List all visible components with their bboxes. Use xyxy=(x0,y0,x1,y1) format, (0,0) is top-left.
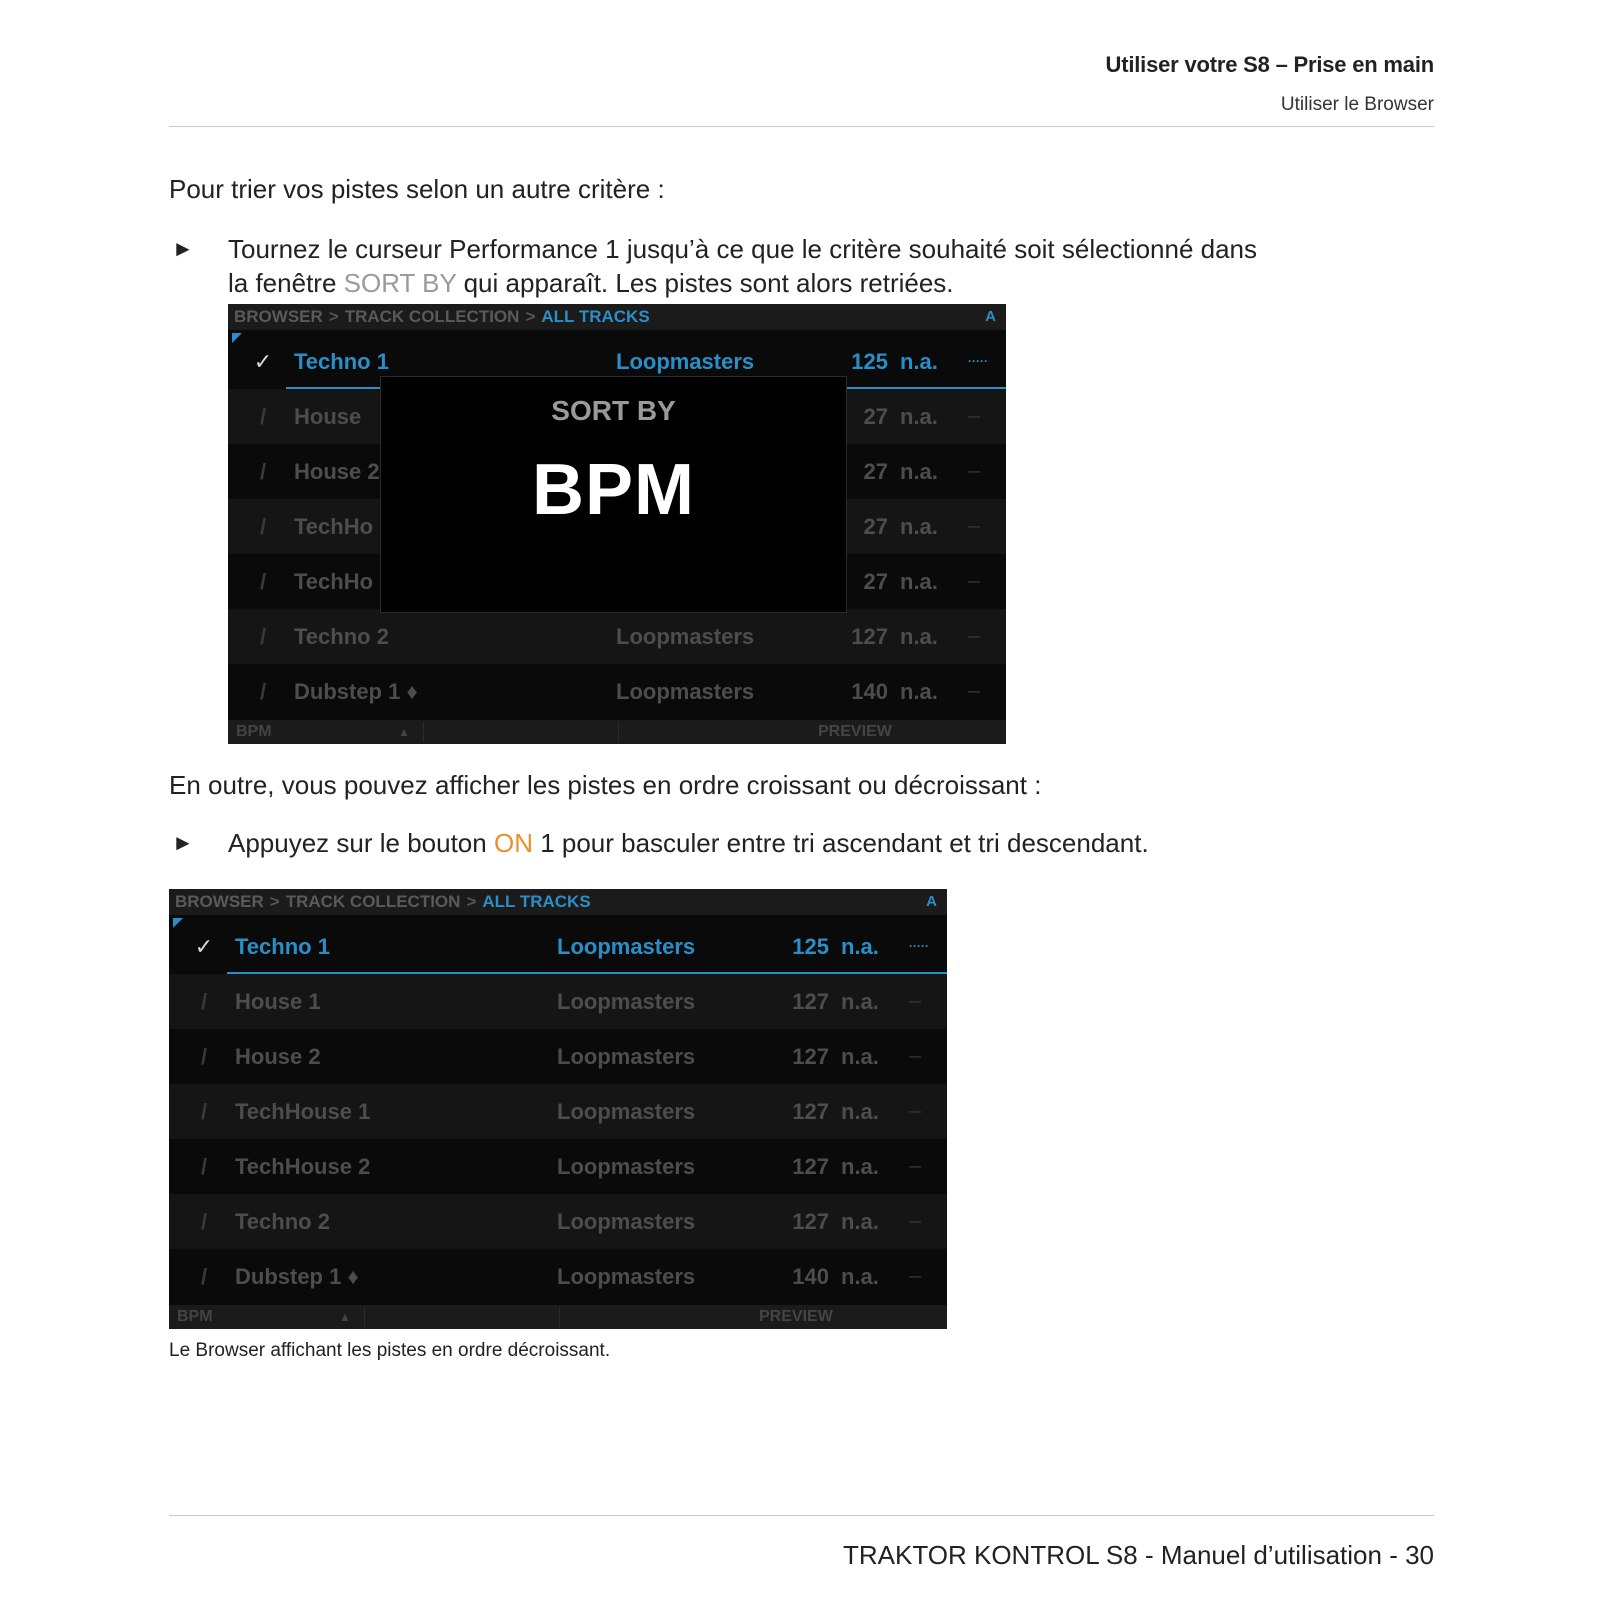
track-artist: Loopmasters xyxy=(616,624,755,649)
track-title: Techno 1 xyxy=(294,349,389,374)
track-bpm: 125 xyxy=(851,349,888,374)
track-bpm: 127 xyxy=(792,1154,829,1179)
deck-icon: / xyxy=(259,569,267,594)
track-key: n.a. xyxy=(900,459,938,484)
track-row xyxy=(228,664,1006,719)
intro-paragraph: Pour trier vos pistes selon un autre critère : xyxy=(169,174,665,204)
breadcrumb: BROWSER > TRACK COLLECTION > ALL TRACKS A xyxy=(169,889,947,915)
track-artist: Loopmasters xyxy=(557,1209,696,1234)
track-bpm: 27 xyxy=(863,459,888,484)
track-bpm: 127 xyxy=(851,624,888,649)
browser-screenshot-sort-by xyxy=(228,304,1006,744)
track-artist: Loopmasters xyxy=(557,1099,696,1124)
deck-icon: / xyxy=(200,1209,208,1234)
track-row xyxy=(228,609,1006,664)
track-bpm: 140 xyxy=(851,679,888,704)
track-key: n.a. xyxy=(841,1044,879,1069)
step1-line2-post: qui apparaît. Les pistes sont alors retriées. xyxy=(456,268,954,298)
track-title: House 2 xyxy=(235,1044,321,1069)
deck-icon: / xyxy=(259,679,267,704)
sort-arrow-icon: ▲ xyxy=(398,725,410,739)
track-bpm: 27 xyxy=(863,514,888,539)
track-rating: ····· xyxy=(968,354,988,368)
track-title: Techno 1 xyxy=(235,934,330,959)
step2-text xyxy=(228,826,1358,860)
track-title: House xyxy=(294,404,362,429)
track-title: Techno 2 xyxy=(294,624,389,649)
track-bpm: 27 xyxy=(863,569,888,594)
sort-direction-indicator: A xyxy=(985,308,996,325)
on-keyword: ON xyxy=(493,828,533,858)
browser-footer xyxy=(228,720,1006,744)
breadcrumb-browser: BROWSER xyxy=(175,892,264,911)
track-row xyxy=(169,1194,947,1249)
track-key: n.a. xyxy=(900,514,938,539)
track-rating: — xyxy=(909,1159,921,1173)
breadcrumb-track-collection: TRACK COLLECTION xyxy=(344,307,520,326)
check-icon: ✓ xyxy=(194,934,214,959)
track-row xyxy=(169,974,947,1029)
track-bpm: 125 xyxy=(792,934,829,959)
track-artist: Loopmasters xyxy=(557,1044,696,1069)
track-key: n.a. xyxy=(841,1209,879,1234)
step2-post: 1 pour basculer entre tri ascendant et tri descendant. xyxy=(532,828,1149,858)
track-rating: — xyxy=(968,574,980,588)
track-title: TechHouse 2 xyxy=(235,1154,371,1179)
track-bpm: 27 xyxy=(863,404,888,429)
deck-icon: / xyxy=(200,1099,208,1124)
track-artist: Loopmasters xyxy=(616,349,755,374)
sort-arrow-icon: ▲ xyxy=(339,1310,351,1324)
deck-icon: / xyxy=(200,1154,208,1179)
breadcrumb-track-collection: TRACK COLLECTION xyxy=(285,892,461,911)
header-rule xyxy=(169,126,1434,127)
track-title: House 2 xyxy=(294,459,380,484)
track-row xyxy=(169,1249,947,1304)
track-key: n.a. xyxy=(841,1264,879,1289)
track-artist: Loopmasters xyxy=(616,679,755,704)
track-title: TechHo xyxy=(294,569,374,594)
track-row xyxy=(169,1139,947,1194)
paragraph-2: En outre, vous pouvez afficher les pistes en ordre croissant ou décroissant : xyxy=(169,770,1042,800)
browser-screenshot-descending xyxy=(169,889,947,1329)
track-artist: Loopmasters xyxy=(557,934,696,959)
sort-by-value: BPM xyxy=(532,450,695,530)
step1-line1: Tournez le curseur Performance 1 jusqu’à ce que le critère souhaité soit sélectionné dans xyxy=(228,234,1258,264)
track-rating: — xyxy=(968,684,980,698)
track-bpm: 127 xyxy=(792,1209,829,1234)
track-title: House 1 xyxy=(235,989,321,1014)
track-bpm: 127 xyxy=(792,1099,829,1124)
track-key: n.a. xyxy=(841,1099,879,1124)
breadcrumb-all-tracks: ALL TRACKS xyxy=(541,307,650,326)
track-bpm: 127 xyxy=(792,1044,829,1069)
track-rating: ····· xyxy=(909,939,929,953)
header-title: Utiliser votre S8 – Prise en main xyxy=(1105,52,1434,77)
track-rating: — xyxy=(968,464,980,478)
bullet-arrow-icon: ► xyxy=(172,236,194,261)
track-key: n.a. xyxy=(900,569,938,594)
header-subtitle: Utiliser le Browser xyxy=(1280,94,1434,115)
footer-sort-field: BPM xyxy=(236,723,272,740)
deck-icon: / xyxy=(259,459,267,484)
breadcrumb-browser: BROWSER xyxy=(234,307,323,326)
track-artist: Loopmasters xyxy=(557,1264,696,1289)
track-title: Dubstep 1 ♦ xyxy=(235,1264,359,1289)
breadcrumb: BROWSER > TRACK COLLECTION > ALL TRACKS A xyxy=(228,304,1006,330)
figure-caption: Le Browser affichant les pistes en ordre décroissant. xyxy=(169,1340,611,1361)
track-key: n.a. xyxy=(900,404,938,429)
step1-line2-pre: la fenêtre xyxy=(228,268,344,298)
footer-rule xyxy=(169,1515,1434,1516)
step1-text xyxy=(228,232,1358,300)
track-row xyxy=(169,1029,947,1084)
track-rating: — xyxy=(909,1104,921,1118)
track-rating: — xyxy=(909,1269,921,1283)
footer-preview: PREVIEW xyxy=(759,1308,833,1325)
deck-icon: / xyxy=(200,1044,208,1069)
track-row xyxy=(169,1084,947,1139)
track-rating: — xyxy=(909,1214,921,1228)
track-title: Dubstep 1 ♦ xyxy=(294,679,418,704)
sort-by-overlay xyxy=(380,376,847,613)
track-bpm: 140 xyxy=(792,1264,829,1289)
track-rating: — xyxy=(968,409,980,423)
deck-icon: / xyxy=(259,514,267,539)
track-key: n.a. xyxy=(841,1154,879,1179)
track-title: TechHouse 1 xyxy=(235,1099,371,1124)
deck-icon: / xyxy=(200,989,208,1014)
bullet-arrow-icon: ► xyxy=(172,830,194,855)
footer-sort-field: BPM xyxy=(177,1308,213,1325)
track-rating: — xyxy=(968,629,980,643)
track-row xyxy=(169,919,947,974)
step2-pre: Appuyez sur le bouton xyxy=(228,828,494,858)
breadcrumb-all-tracks: ALL TRACKS xyxy=(482,892,591,911)
check-icon: ✓ xyxy=(253,349,273,374)
track-key: n.a. xyxy=(900,349,938,374)
track-artist: Loopmasters xyxy=(557,1154,696,1179)
deck-icon: / xyxy=(259,624,267,649)
track-bpm: 127 xyxy=(792,989,829,1014)
browser-footer xyxy=(169,1305,947,1329)
track-key: n.a. xyxy=(900,679,938,704)
sort-by-keyword: SORT BY xyxy=(343,268,457,298)
track-key: n.a. xyxy=(841,989,879,1014)
track-rating: — xyxy=(909,1049,921,1063)
track-key: n.a. xyxy=(900,624,938,649)
track-rating: — xyxy=(909,994,921,1008)
track-title: Techno 2 xyxy=(235,1209,330,1234)
track-key: n.a. xyxy=(841,934,879,959)
deck-icon: / xyxy=(200,1264,208,1289)
track-artist: Loopmasters xyxy=(557,989,696,1014)
deck-icon: / xyxy=(259,404,267,429)
footer-preview: PREVIEW xyxy=(818,723,892,740)
track-title: TechHo xyxy=(294,514,374,539)
page-footer: TRAKTOR KONTROL S8 - Manuel d’utilisation - 30 xyxy=(843,1540,1434,1570)
track-rating: — xyxy=(968,519,980,533)
sort-by-label: SORT BY xyxy=(551,395,676,426)
sort-direction-indicator: A xyxy=(926,893,937,910)
